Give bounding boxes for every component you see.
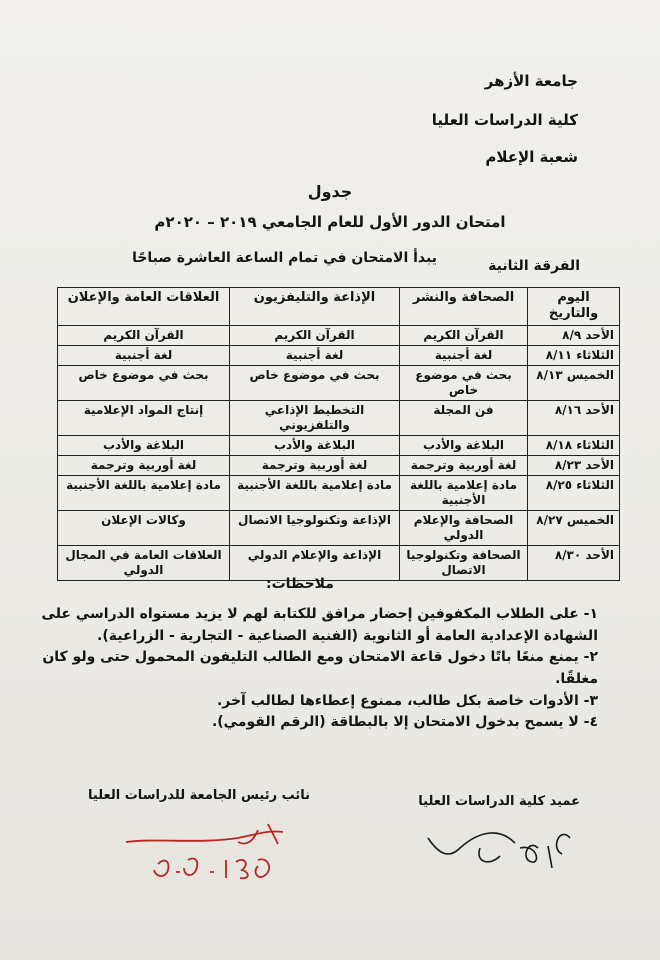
note-item: ١- على الطلاب المكفوفين إحضار مرافق للكتابة لهم لا يزيد مستواه الدراسي على الشهادة الإعدادية العامة أو الثانوية (الفنية الصناعية - التجارية - الزراعية). xyxy=(41,606,598,644)
department-name: شعبة الإعلام xyxy=(485,148,578,166)
cell-broadcasting: الإذاعة والإعلام الدولي xyxy=(230,545,400,580)
cell-broadcasting: بحث في موضوع خاص xyxy=(230,365,400,400)
dean-handwritten-signature xyxy=(420,808,580,878)
cell-date: الثلاثاء ٨/١١ xyxy=(528,345,620,365)
column-header-public-relations: العلاقات العامة والإعلان xyxy=(58,288,230,326)
exam-schedule-table xyxy=(57,287,620,581)
column-header-journalism: الصحافة والنشر xyxy=(400,288,528,326)
notes-heading: ملاحظات: xyxy=(266,576,334,592)
class-level: الفرقة الثانية xyxy=(488,258,580,274)
cell-broadcasting: مادة إعلامية باللغة الأجنبية xyxy=(230,475,400,510)
table-row xyxy=(58,400,620,435)
cell-public-relations: البلاغة والأدب xyxy=(58,435,230,455)
cell-journalism: البلاغة والأدب xyxy=(400,435,528,455)
cell-broadcasting: لغة أوربية وترجمة xyxy=(230,455,400,475)
cell-journalism: مادة إعلامية باللغة الأجنبية xyxy=(400,475,528,510)
cell-public-relations: القرآن الكريم xyxy=(58,325,230,345)
table-row xyxy=(58,475,620,510)
cell-public-relations: إنتاج المواد الإعلامية xyxy=(58,400,230,435)
table-header-row xyxy=(58,288,620,326)
cell-date: الخميس ٨/١٣ xyxy=(528,365,620,400)
column-header-date: اليوم والتاريخ xyxy=(528,288,620,326)
cell-journalism: فن المجلة xyxy=(400,400,528,435)
notes-list xyxy=(38,604,598,734)
exam-start-time: يبدأ الامتحان في تمام الساعة العاشرة صباحًا xyxy=(132,250,437,266)
cell-public-relations: مادة إعلامية باللغة الأجنبية xyxy=(58,475,230,510)
exam-subtitle: امتحان الدور الأول للعام الجامعي ٢٠١٩ – ٢٠٢٠م xyxy=(154,213,506,231)
cell-date: الثلاثاء ٨/٢٥ xyxy=(528,475,620,510)
cell-journalism: الصحافة والإعلام الدولي xyxy=(400,510,528,545)
note-item: ٢- يمنع منعًا باتًا دخول قاعة الامتحان ومع الطالب التليفون المحمول حتى ولو كان مغلقًا. xyxy=(42,649,598,688)
cell-journalism: القرآن الكريم xyxy=(400,325,528,345)
cell-date: الأحد ٨/٢٣ xyxy=(528,455,620,475)
cell-journalism: بحث في موضوع خاص xyxy=(400,365,528,400)
cell-public-relations: بحث في موضوع خاص xyxy=(58,365,230,400)
cell-date: الثلاثاء ٨/١٨ xyxy=(528,435,620,455)
column-header-broadcasting: الإذاعة والتليفزيون xyxy=(230,288,400,326)
cell-public-relations: العلاقات العامة في المجال الدولي xyxy=(58,545,230,580)
table-row xyxy=(58,365,620,400)
cell-broadcasting: التخطيط الإذاعي والتلفزيوني xyxy=(230,400,400,435)
table-row xyxy=(58,545,620,580)
note-item: ٣- الأدوات خاصة بكل طالب، ممنوع إعطاءها لطالب آخر. xyxy=(216,692,598,709)
vice-president-handwritten-signature xyxy=(118,820,298,890)
cell-broadcasting: القرآن الكريم xyxy=(230,325,400,345)
table-row xyxy=(58,325,620,345)
cell-broadcasting: الإذاعة وتكنولوجيا الاتصال xyxy=(230,510,400,545)
table-row xyxy=(58,455,620,475)
document-title: جدول xyxy=(307,182,353,201)
cell-date: الأحد ٨/٩ xyxy=(528,325,620,345)
cell-journalism: لغة أجنبية xyxy=(400,345,528,365)
table-row xyxy=(58,510,620,545)
cell-journalism: الصحافة وتكنولوجيا الاتصال xyxy=(400,545,528,580)
table-row xyxy=(58,435,620,455)
dean-title: عميد كلية الدراسات العليا xyxy=(418,794,580,809)
note-item: ٤- لا يسمح بدخول الامتحان إلا بالبطاقة (الرقم القومي). xyxy=(211,714,598,731)
cell-public-relations: لغة أوربية وترجمة xyxy=(58,455,230,475)
cell-date: الأحد ٨/١٦ xyxy=(528,400,620,435)
cell-broadcasting: البلاغة والأدب xyxy=(230,435,400,455)
vice-president-title: نائب رئيس الجامعة للدراسات العليا xyxy=(88,788,310,803)
cell-public-relations: لغة أجنبية xyxy=(58,345,230,365)
cell-journalism: لغة أوربية وترجمة xyxy=(400,455,528,475)
cell-date: الأحد ٨/٣٠ xyxy=(528,545,620,580)
table-row xyxy=(58,345,620,365)
faculty-name: كلية الدراسات العليا xyxy=(431,111,578,129)
university-name: جامعة الأزهر xyxy=(484,72,578,90)
cell-date: الخميس ٨/٢٧ xyxy=(528,510,620,545)
cell-broadcasting: لغة أجنبية xyxy=(230,345,400,365)
cell-public-relations: وكالات الإعلان xyxy=(58,510,230,545)
